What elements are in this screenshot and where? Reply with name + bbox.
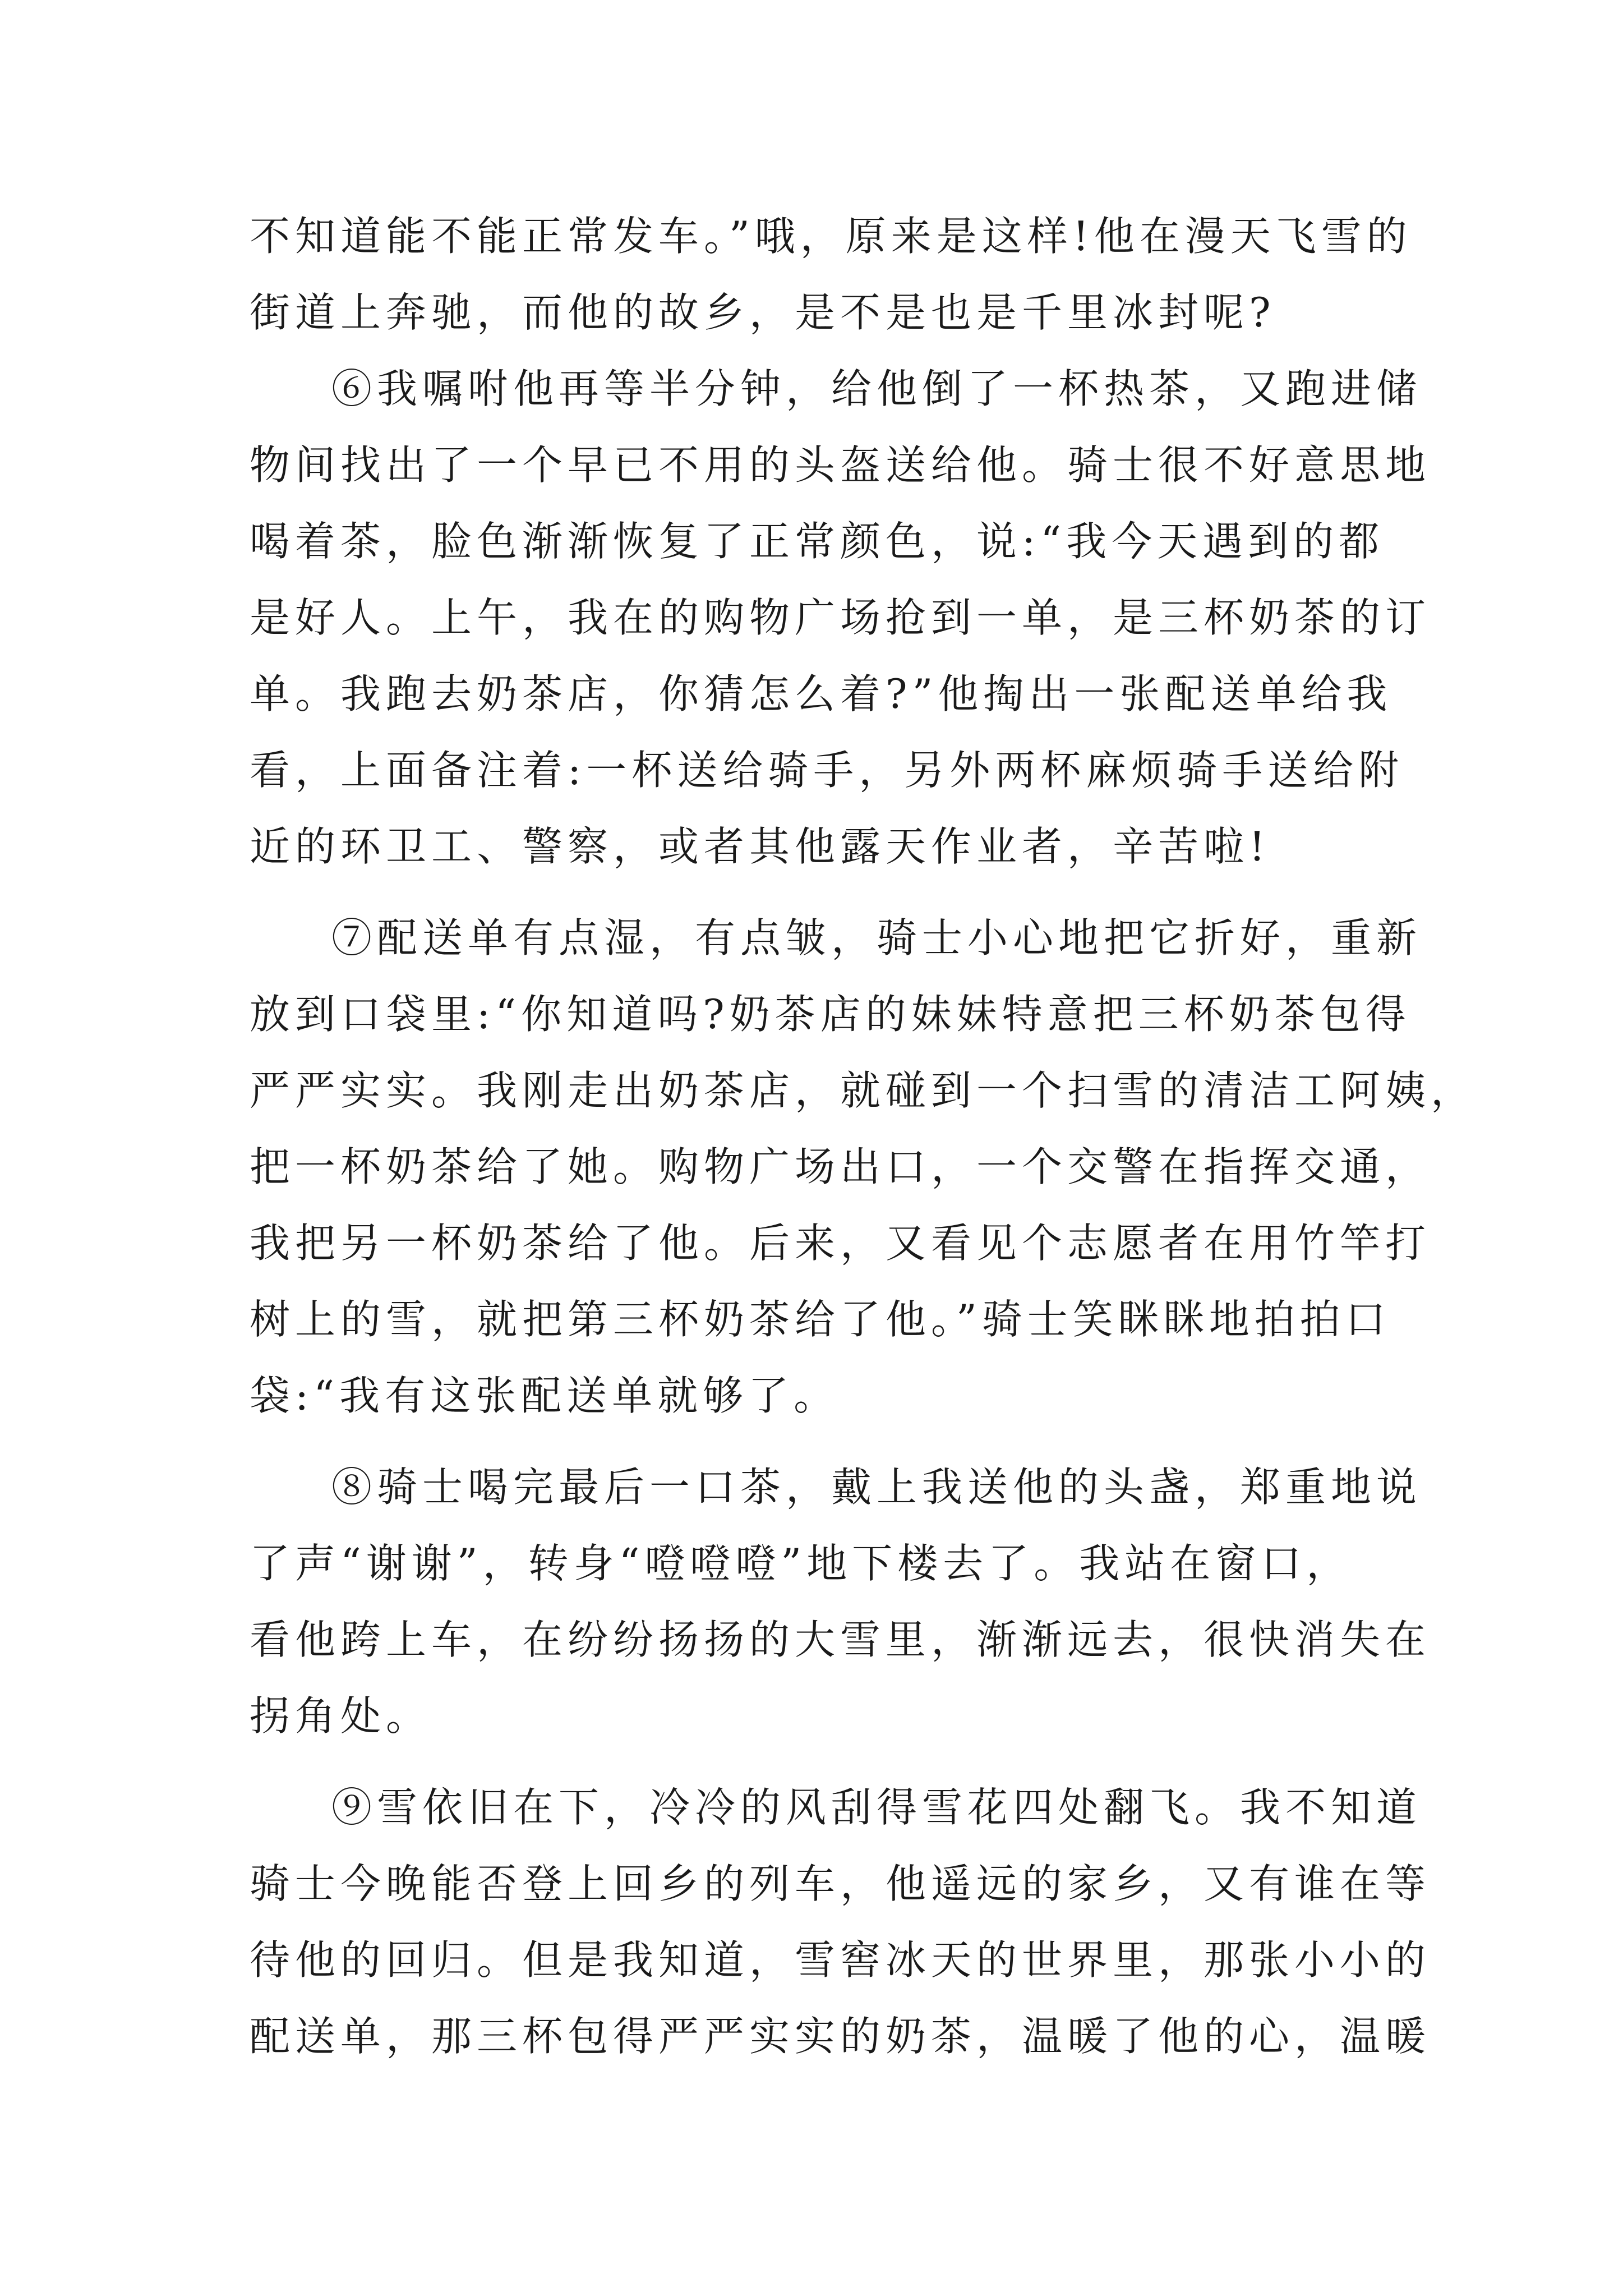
text-line: 严严实实。我刚走出奶茶店，就碰到一个扫雪的清洁工阿姨， <box>250 1067 1477 1114</box>
text-line: ⑧骑士喝完最后一口茶，戴上我送他的头盏，郑重地说 <box>331 1464 1422 1511</box>
text-line: ⑨雪依旧在下，冷冷的风刮得雪花四处翻飞。我不知道 <box>331 1784 1422 1831</box>
text-line: 不知道能不能正常发车。”哦，原来是这样!他在漫天飞雪的 <box>250 213 1412 260</box>
text-line: 物间找出了一个早已不用的头盔送给他。骑士很不好意思地 <box>250 441 1431 489</box>
text-line: 拐角处。 <box>250 1692 432 1740</box>
text-line: 了声“谢谢”，转身“噔噔噔”地下楼去了。我站在窗口， <box>250 1540 1352 1587</box>
text-line: 树上的雪，就把第三杯奶茶给了他。”骑士笑眯眯地拍拍口 <box>250 1296 1391 1343</box>
text-line: ⑥我嘱咐他再等半分钟，给他倒了一杯热茶，又跑进储 <box>331 365 1422 412</box>
text-line: 看他跨上车，在纷纷扬扬的大雪里，渐渐远去，很快消失在 <box>250 1616 1431 1663</box>
text-line: 街道上奔驰，而他的故乡，是不是也是千里冰封呢? <box>250 289 1276 336</box>
text-line: 骑士今晚能否登上回乡的列车，他遥远的家乡，又有谁在等 <box>250 1860 1431 1907</box>
text-line: ⑦配送单有点湿，有点皱，骑士小心地把它折好，重新 <box>331 914 1422 961</box>
text-line: 我把另一杯奶茶给了他。后来，又看见个志愿者在用竹竿打 <box>250 1220 1431 1267</box>
text-line: 近的环卫工、警察，或者其他露天作业者，辛苦啦! <box>250 823 1270 870</box>
text-line: 待他的回归。但是我知道，雪窖冰天的世界里，那张小小的 <box>250 1936 1431 1984</box>
text-line: 单。我跑去奶茶店，你猜怎么着?”他掏出一张配送单给我 <box>250 670 1393 717</box>
text-line: 看，上面备注着:一杯送给骑手，另外两杯麻烦骑手送给附 <box>250 747 1404 794</box>
text-line: 是好人。上午，我在的购物广场抢到一单，是三杯奶茶的订 <box>250 594 1431 641</box>
text-line: 配送单，那三杯包得严严实实的奶茶，温暖了他的心，温暖 <box>250 2013 1431 2060</box>
text-line: 放到口袋里:“你知道吗?奶茶店的妹妹特意把三杯奶茶包得 <box>250 991 1411 1038</box>
text-line: 喝着茶，脸色渐渐恢复了正常颜色，说:“我今天遇到的都 <box>250 518 1385 565</box>
text-line: 把一杯奶茶给了她。购物广场出口，一个交警在指挥交通， <box>250 1143 1431 1190</box>
text-line: 袋:“我有这张配送单就够了。 <box>250 1372 840 1419</box>
